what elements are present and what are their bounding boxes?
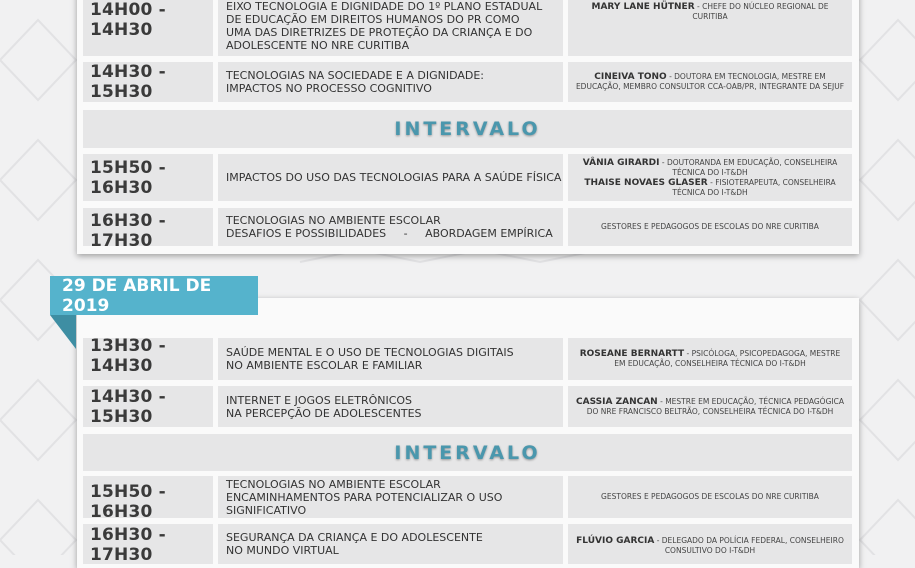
topic-cell bbox=[218, 62, 563, 102]
intervalo-banner: INTERVALO bbox=[83, 434, 852, 471]
topic-line: IMPACTOS DO USO DAS TECNOLOGIAS PARA A SAÚDE FÍSICA bbox=[226, 171, 562, 184]
time-cell: 13H30 - 14H30 bbox=[83, 338, 213, 380]
speaker-desc: - PSICÓLOGA, PSICOPEDAGOGA, MESTRE EM EDUCAÇÃO, CONSELHEIRA TÉCNICA DO I-T&DH bbox=[614, 349, 841, 368]
time-cell: 14H30 - 15H30 bbox=[83, 386, 213, 427]
topic-cell bbox=[218, 208, 563, 246]
time-cell: 16H30 - 17H30 bbox=[83, 208, 213, 246]
speaker-desc: - DOUTORA EM TECNOLOGIA, MESTRE EM EDUCAÇÃO, MEMBRO CONSULTOR CCA-OAB/PR, INTEGRANTE DA SEJUF bbox=[575, 72, 845, 91]
topic-line: ADOLESCENTE NO NRE CURITIBA bbox=[226, 39, 410, 52]
speaker-cell bbox=[568, 338, 852, 380]
date-tab-fold bbox=[50, 315, 76, 349]
topic-cell bbox=[218, 0, 563, 56]
time-cell: 16H30 - 17H30 bbox=[83, 524, 213, 564]
topic-line: EIXO TECNOLOGIA E DIGNIDADE DO 1º PLANO ESTADUAL bbox=[226, 0, 543, 13]
speaker-name: VÂNIA GIRARDI bbox=[582, 157, 660, 168]
topic-cell bbox=[218, 338, 563, 380]
topic-cell bbox=[218, 386, 563, 427]
topic-line: INTERNET E JOGOS ELETRÔNICOS bbox=[226, 393, 413, 407]
speaker-cell bbox=[568, 62, 852, 102]
speaker-name: MARY LANE HÜTNER bbox=[591, 2, 695, 12]
intervalo-banner: INTERVALO bbox=[83, 110, 852, 148]
speaker-cell bbox=[568, 0, 852, 56]
topic-line: DESAFIOS E POSSIBILIDADES - ABORDAGEM EMPÍRICA bbox=[226, 227, 553, 240]
topic-line: SAÚDE MENTAL E O USO DE TECNOLOGIAS DIGITAIS bbox=[226, 346, 514, 359]
topic-line: NO MUNDO VIRTUAL bbox=[226, 544, 339, 557]
topic-cell bbox=[218, 154, 563, 201]
speaker-desc: - DOUTORANDA EM EDUCAÇÃO, CONSELHEIRA TÉCNICA DO I-T&DH bbox=[659, 157, 838, 177]
speaker-desc: - FISIOTERAPEUTA, CONSELHEIRA TÉCNICA DO I-T&DH bbox=[672, 177, 836, 197]
speaker-name: THAISE NOVAES GLASER bbox=[584, 177, 708, 188]
speaker-cell bbox=[568, 154, 852, 201]
time-cell: 15H50 - 16H30 bbox=[83, 154, 213, 201]
speaker-cell bbox=[568, 524, 852, 564]
topic-line: UMA DAS DIRETRIZES DE PROTEÇÃO DA CRIANÇA E DO bbox=[226, 26, 533, 39]
speaker-cell bbox=[568, 208, 852, 246]
speaker-name: ROSEANE BERNARTT bbox=[579, 349, 685, 359]
topic-line: IMPACTOS NO PROCESSO COGNITIVO bbox=[226, 82, 432, 95]
speaker-desc: GESTORES E PEDAGOGOS DE ESCOLAS DO NRE CURITIBA bbox=[601, 222, 819, 231]
speaker-desc: - MESTRE EM EDUCAÇÃO, TÉCNICA PEDAGÓGICA DO NRE FRANCISCO BELTRÃO, CONSELHEIRA TÉCNICA DO I-T&DH bbox=[586, 396, 844, 416]
time-cell: 14H30 - 15H30 bbox=[83, 62, 213, 102]
topic-cell bbox=[218, 476, 563, 518]
speaker-cell bbox=[568, 476, 852, 518]
topic-line: SEGURANÇA DA CRIANÇA E DO ADOLESCENTE bbox=[226, 531, 483, 544]
speaker-name: CASSIA ZANCAN bbox=[576, 396, 658, 407]
topic-line: ENCAMINHAMENTOS PARA POTENCIALIZAR O USO SIGNIFICATIVO bbox=[226, 490, 503, 517]
speaker-name: CINEIVA TONO bbox=[594, 72, 667, 82]
speaker-desc: GESTORES E PEDAGOGOS DE ESCOLAS DO NRE CURITIBA bbox=[601, 492, 819, 501]
time-cell: 14H00 - 14H30 bbox=[83, 0, 213, 56]
topic-cell bbox=[218, 524, 563, 564]
topic-line: NO AMBIENTE ESCOLAR E FAMILIAR bbox=[226, 359, 423, 372]
speaker-desc: - DELEGADO DA POLÍCIA FEDERAL, CONSELHEIRO CONSULTIVO DO I-T&DH bbox=[654, 536, 844, 555]
topic-line: DE EDUCAÇÃO EM DIREITOS HUMANOS DO PR COMO bbox=[226, 13, 520, 26]
topic-line: TECNOLOGIAS NO AMBIENTE ESCOLAR bbox=[226, 477, 441, 491]
speaker-name: FLÚVIO GARCIA bbox=[576, 536, 655, 546]
topic-line: TECNOLOGIAS NA SOCIEDADE E A DIGNIDADE: bbox=[226, 69, 484, 82]
speaker-cell bbox=[568, 386, 852, 427]
topic-line: NA PERCEPÇÃO DE ADOLESCENTES bbox=[226, 406, 422, 420]
time-cell: 15H50 - 16H30 bbox=[83, 476, 213, 518]
speaker-desc: - CHEFE DO NÚCLEO REGIONAL DE CURITIBA bbox=[692, 2, 829, 21]
topic-line: TECNOLOGIAS NO AMBIENTE ESCOLAR bbox=[226, 214, 441, 227]
date-tab: 29 DE ABRIL DE 2019 bbox=[50, 276, 258, 315]
